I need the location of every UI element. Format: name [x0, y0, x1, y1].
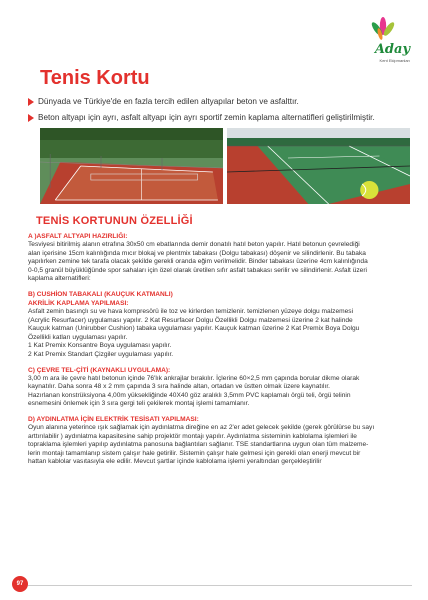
footer-divider [28, 585, 412, 586]
section-d-heading: D) AYDINLATMA İÇİN ELEKTRİK TESİSATI YAPILMASI: [28, 415, 199, 423]
flower-logo-icon [368, 14, 398, 44]
tennis-court-photo-right [227, 128, 410, 204]
section-b-text: Asfalt zemin basınçlı su ve hava kompresörü ile toz ve kirlerden temizlenir. temizlenen yüzeye dolgu malzemesi (Acrylic Resurfacer) uygulaması yapılır. 2 Kat Resurfacer Dolgu Özellikli Dolgu malzemesi üzerine 2 kat halinde Kauçuk katman (Unirubber Cushion) tabaka uygulaması yapılır. Kauçuk katman üzerine 2 Kat Premix Boya Dolgu Özellikli katları uygulaması yapılır. 1 Kat Premix Konsantre Boya uygulaması yapılır. 2 Kat Premix Standart Çizgiler uygulaması yapılır. [28, 307, 360, 358]
page-number: 97 [12, 576, 28, 592]
section-a-text: Tesviyesi bitirilmiş alanın etrafına 30x50 cm ebatlarında demir donatılı hatıl beton yapılır. Hatıl betonun çevrelediği alan içerisine 15cm kalınlığında mıcır blokaj ve plentmix tabakası (Dolgu tabakası) döşenir ve silindirlenir. Bu tabaka yapılırken zemine tek tarafa olacak şekilde gerekli oranda eğim verilmelidir. Binder tabakası üzerine 4cm kalınlığında 0-0,5 granül büyüklüğünde spor sahaları için özel olarak üretilen sıfır asfalt tabakası serilir ve silindirlenir. Asfalt üzeri kaplama alternatifleri: [28, 241, 368, 283]
brand-name: Aday [374, 42, 410, 57]
section-title: TENİS KORTUNUN ÖZELLİĞİ [36, 215, 193, 227]
brand-logo [354, 14, 414, 64]
intro-bullets [28, 96, 418, 128]
section-b-heading: B) CUSHİON TABAKALI (KAUÇUK KATMANLI) [28, 290, 173, 298]
section-c-heading: C) ÇEVRE TEL-ÇİTİ (KAYNAKLI UYGULAMA): [28, 366, 171, 374]
section-a-heading: A )ASFALT ALTYAPI HAZIRLIĞI: [28, 233, 128, 240]
page-title: Tenis Kortu [40, 67, 150, 89]
brand-tagline: Kent Ekipmanları [379, 58, 410, 63]
bullet-text: Beton altyapı için ayrı, asfalt altyapı için ayrı sportif zemin kaplama alternatifleri geliştirilmiştir. [38, 113, 375, 122]
bullet-text: Dünyada ve Türkiye'de en fazla tercih edilen altyapılar beton ve asfalttır. [38, 97, 299, 106]
bullet-item [28, 112, 418, 123]
section-b-subheading: AKRİLİK KAPLAMA YAPILMASI: [28, 299, 129, 307]
tennis-court-photo-left [40, 128, 223, 204]
section-d-text: Oyun alanına yeterince ışık sağlamak için aydınlatma direğine en az 2'er adet gelecek şekilde (gerek görülürse bu sayı arttırılabilir ) aydınlatma kapasitesine sahip projektör montajı yapılır. Aydınlatma sisteminin kablolama işlemleri ile topraklama işlemleri yapılıp aydınlatma panosuna bağlantıları sağlanır. TSE standartlarına uygun olan tüm malzeme- lerin montajı tamamlanıp sistem çalışır hale getirilir. Sistemin çalışır hale gelmesi için gerekli olan enerji mevcut bir hattan kablolar vasıtasıyla ele edilir. Mevcut şartlar içinde kablolama işlemi yeraltından gerçekleştirilir [28, 423, 375, 466]
arrow-bullet-icon [28, 98, 34, 106]
arrow-bullet-icon [28, 114, 34, 122]
section-c-text: 3,00 m ara ile çevre hatıl betonun içinde 76'lık ankrajlar bırakılır. İçlerine 60×2,5 mm çapında borular dikme olarak kaynatılır. Daha sonra 48 x 2 mm çapında 3 sıra halinde altan, ortadan ve üstten olmak üzere kaynatılır. Hazırlanan konstrüksiyona 4,00m yüksekliğinde 40X40 göz aralıklı 3,5mm PVC kaplamalı örgü teli, örgü telinin esnemesini önlemek için 3 sıra gergi teli çekilerek montaj işlemi tamamlanır. [28, 374, 360, 408]
photo-strip [40, 128, 410, 204]
document-body [28, 232, 412, 473]
bullet-item [28, 96, 418, 107]
